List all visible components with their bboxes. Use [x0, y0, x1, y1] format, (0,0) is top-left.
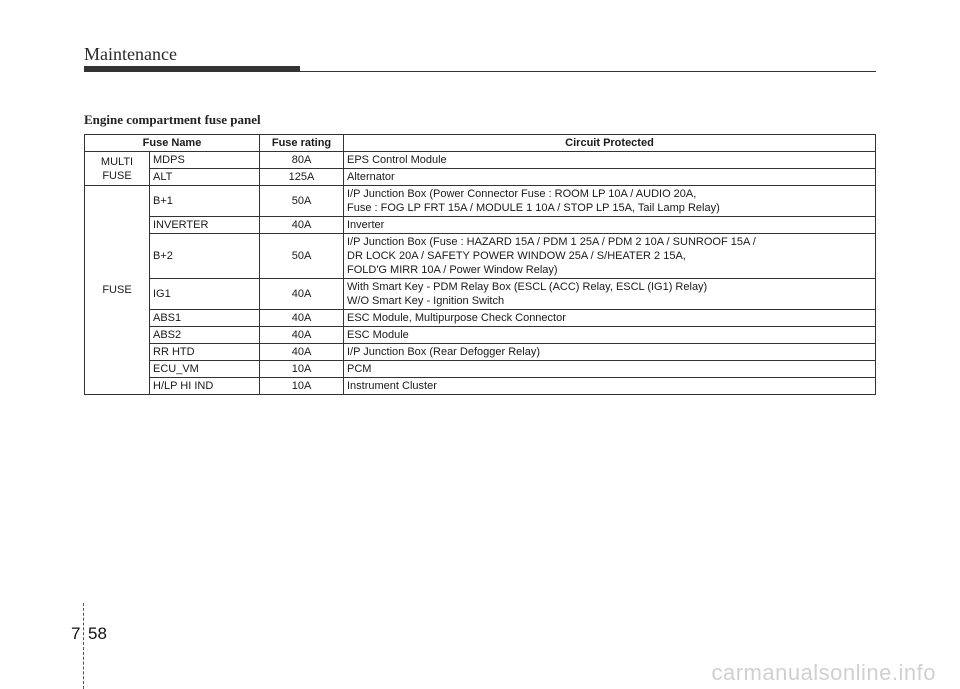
fuse-name-cell: RR HTD — [150, 344, 260, 361]
fuse-name-cell: ALT — [150, 169, 260, 186]
table-row — [85, 344, 876, 361]
fuse-name-cell: IG1 — [150, 279, 260, 310]
circuit-cell: Alternator — [344, 169, 876, 186]
fuse-rating-cell: 10A — [260, 378, 344, 395]
fuse-name-cell: H/LP HI IND — [150, 378, 260, 395]
circuit-cell: I/P Junction Box (Rear Defogger Relay) — [344, 344, 876, 361]
fuse-name-cell: B+1 — [150, 186, 260, 217]
section-title: Engine compartment fuse panel — [84, 112, 261, 127]
fuse-name-cell: ABS1 — [150, 310, 260, 327]
fuse-rating-cell: 40A — [260, 344, 344, 361]
group-label-multi-fuse: MULTI FUSE — [85, 152, 150, 186]
fuse-rating-cell: 40A — [260, 310, 344, 327]
fuse-rating-cell: 40A — [260, 279, 344, 310]
fuse-table — [84, 134, 876, 395]
watermark: carmanualsonline.info — [711, 660, 936, 685]
circuit-cell: ESC Module, Multipurpose Check Connector — [344, 310, 876, 327]
table-row — [85, 234, 876, 279]
circuit-cell: Inverter — [344, 217, 876, 234]
table-row — [85, 217, 876, 234]
circuit-cell: ESC Module — [344, 327, 876, 344]
table-header-row — [85, 135, 876, 152]
column-header-fuse-rating: Fuse rating — [260, 135, 344, 152]
column-header-fuse-name: Fuse Name — [85, 135, 260, 152]
page-number: 58 — [88, 624, 107, 643]
fuse-name-cell: INVERTER — [150, 217, 260, 234]
fuse-rating-cell: 50A — [260, 186, 344, 217]
fuse-rating-cell: 40A — [260, 217, 344, 234]
table-row — [85, 327, 876, 344]
circuit-cell: I/P Junction Box (Fuse : HAZARD 15A / PDM 1 25A / PDM 2 10A / SUNROOF 15A / DR LOCK 20A / SAFETY POWER WINDOW 25A / S/HEATER 2 15A, FOLD'G MIRR 10A / Power Window Relay) — [344, 234, 876, 279]
table-row — [85, 310, 876, 327]
table-row — [85, 361, 876, 378]
column-header-circuit-protected: Circuit Protected — [344, 135, 876, 152]
chapter-number: 7 — [71, 624, 81, 643]
fuse-rating-cell: 40A — [260, 327, 344, 344]
circuit-cell: I/P Junction Box (Power Connector Fuse : ROOM LP 10A / AUDIO 20A, Fuse : FOG LP FRT 15A / MODULE 1 10A / STOP LP 15A, Tail Lamp Relay) — [344, 186, 876, 217]
circuit-cell: EPS Control Module — [344, 152, 876, 169]
fuse-rating-cell: 50A — [260, 234, 344, 279]
fuse-name-cell: MDPS — [150, 152, 260, 169]
header-rule-thick — [84, 66, 300, 72]
table-row — [85, 152, 876, 169]
page-header-title: Maintenance — [84, 44, 177, 64]
fuse-name-cell: ECU_VM — [150, 361, 260, 378]
fuse-rating-cell: 125A — [260, 169, 344, 186]
fuse-name-cell: ABS2 — [150, 327, 260, 344]
fuse-rating-cell: 80A — [260, 152, 344, 169]
table-row — [85, 186, 876, 217]
circuit-cell: Instrument Cluster — [344, 378, 876, 395]
gutter-dashed-line — [83, 603, 84, 689]
table-row — [85, 378, 876, 395]
circuit-cell: With Smart Key - PDM Relay Box (ESCL (ACC) Relay, ESCL (IG1) Relay) W/O Smart Key - Ignition Switch — [344, 279, 876, 310]
table-row — [85, 169, 876, 186]
fuse-name-cell: B+2 — [150, 234, 260, 279]
fuse-rating-cell: 10A — [260, 361, 344, 378]
header-rule-thin — [300, 71, 876, 72]
table-row — [85, 279, 876, 310]
group-label-fuse: FUSE — [85, 186, 150, 395]
circuit-cell: PCM — [344, 361, 876, 378]
